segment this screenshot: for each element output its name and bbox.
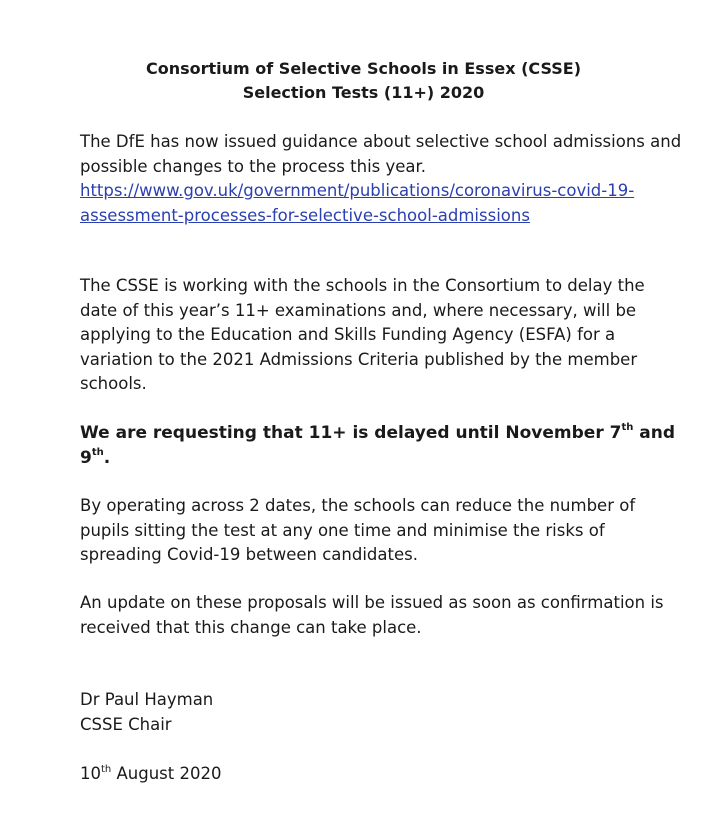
paragraph-line: By operating across 2 dates, the schools can reduce the number of	[80, 496, 636, 515]
paragraph-line	[80, 421, 676, 446]
date-rest: August 2020	[111, 764, 222, 783]
title-line-1: Consortium of Selective Schools in Essex (CSSE)	[145, 59, 582, 78]
request-text: We are requesting that 11+ is delayed until November 7	[80, 423, 622, 443]
paragraph-line: applying to the Education and Skills Funding Agency (ESFA) for a	[80, 325, 616, 344]
paragraph-two-dates	[80, 494, 670, 568]
paragraph-line: The DfE has now issued guidance about selective school admissions and	[80, 132, 682, 151]
request-text: 9	[80, 447, 92, 468]
guidance-link-line-2[interactable]: assessment-processes-for-selective-school-admissions	[80, 205, 530, 225]
paragraph-line	[80, 446, 670, 471]
paragraph-line: received that this change can take place.	[80, 617, 422, 637]
paragraph-update	[80, 591, 670, 640]
date-line	[80, 762, 670, 787]
ordinal-suffix: th	[91, 446, 104, 458]
paragraph-line: pupils sitting the test at any one time and minimise the risks of	[80, 520, 605, 540]
document-title	[0, 57, 727, 105]
paragraph-line: An update on these proposals will be issued as soon as confirmation is	[80, 593, 664, 612]
paragraph-request-dates	[80, 421, 676, 470]
document-date	[80, 762, 670, 787]
paragraph-line: spreading Covid-19 between candidates.	[80, 545, 418, 564]
paragraph-line: The CSSE is working with the schools in the Consortium to delay the	[80, 276, 645, 295]
paragraph-line: date of this year’s 11+ examinations and, where necessary, will be	[80, 300, 637, 320]
date-day: 10	[80, 764, 101, 783]
signature-name: Dr Paul Hayman	[80, 690, 214, 709]
signature-block	[80, 688, 670, 737]
request-text: .	[103, 447, 111, 468]
ordinal-suffix: th	[621, 422, 634, 434]
paragraph-guidance	[80, 130, 682, 228]
guidance-link-line-1[interactable]: https://www.gov.uk/government/publications/coronavirus-covid-19-	[80, 181, 635, 200]
paragraph-delay-plan	[80, 274, 670, 397]
title-line-2: Selection Tests (11+) 2020	[242, 83, 485, 102]
paragraph-line: possible changes to the process this year.	[80, 156, 427, 176]
paragraph-line: schools.	[80, 374, 147, 393]
ordinal-suffix: th	[101, 763, 112, 775]
request-text: and	[633, 423, 676, 443]
signature-role: CSSE Chair	[80, 714, 172, 734]
paragraph-line: variation to the 2021 Admissions Criteria published by the member	[80, 349, 638, 369]
